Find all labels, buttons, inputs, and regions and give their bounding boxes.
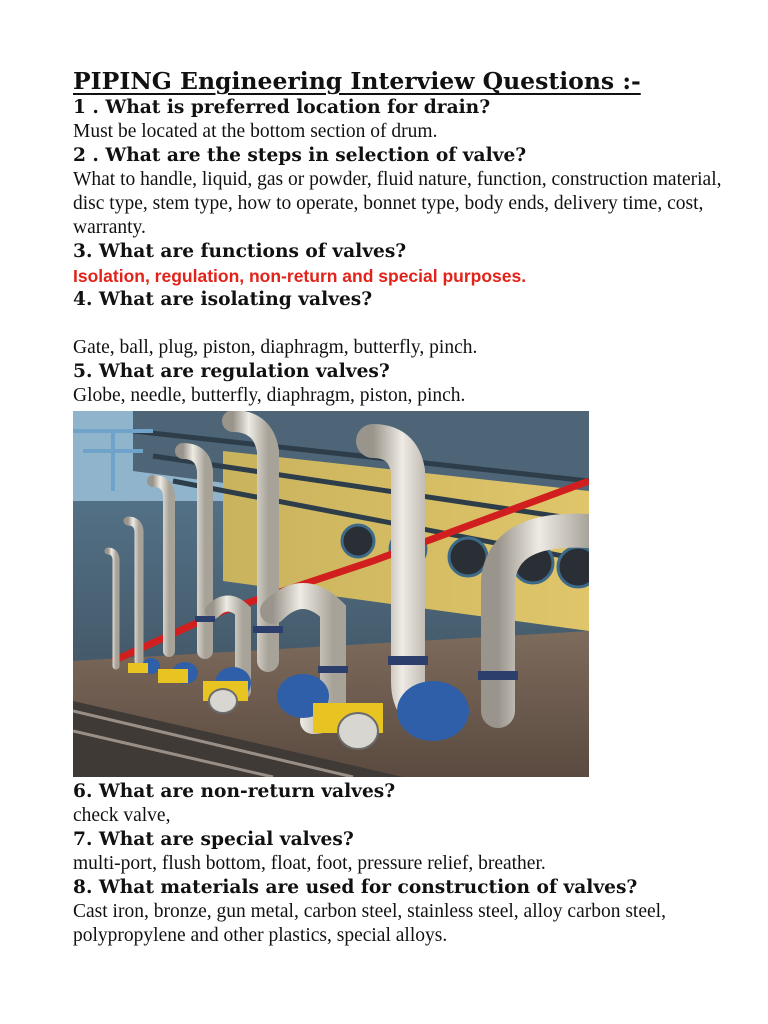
question-6: 6. What are non-return valves? [73, 781, 396, 802]
question-3: 3. What are functions of valves? [73, 241, 407, 262]
question-7: 7. What are special valves? [73, 829, 354, 850]
piping-plant-photo [73, 411, 589, 777]
answer-2: What to handle, liquid, gas or powder, fluid nature, function, construction material, disc type, stem type, how to operate, bonnet type, body ends, delivery time, cost, warranty. [73, 169, 722, 238]
question-5: 5. What are regulation valves? [73, 361, 390, 382]
spacer [73, 312, 723, 336]
answer-8: Cast iron, bronze, gun metal, carbon steel, stainless steel, alloy carbon steel, polypropylene and other plastics, special alloys. [73, 901, 666, 946]
answer-6: check valve, [73, 805, 171, 826]
answer-5: Globe, needle, butterfly, diaphragm, piston, pinch. [73, 385, 466, 406]
answer-7: multi-port, flush bottom, float, foot, pressure relief, breather. [73, 853, 546, 874]
document-page [73, 66, 723, 948]
question-4: 4. What are isolating valves? [73, 289, 373, 310]
answer-4: Gate, ball, plug, piston, diaphragm, butterfly, pinch. [73, 337, 478, 358]
question-1: 1 . What is preferred location for drain? [73, 97, 491, 118]
question-8: 8. What materials are used for construction of valves? [73, 877, 638, 898]
question-2: 2 . What are the steps in selection of valve? [73, 145, 527, 166]
answer-1: Must be located at the bottom section of drum. [73, 121, 438, 142]
answer-3: Isolation, regulation, non-return and special purposes. [73, 266, 527, 286]
page-title: PIPING Engineering Interview Questions :- [73, 67, 641, 95]
